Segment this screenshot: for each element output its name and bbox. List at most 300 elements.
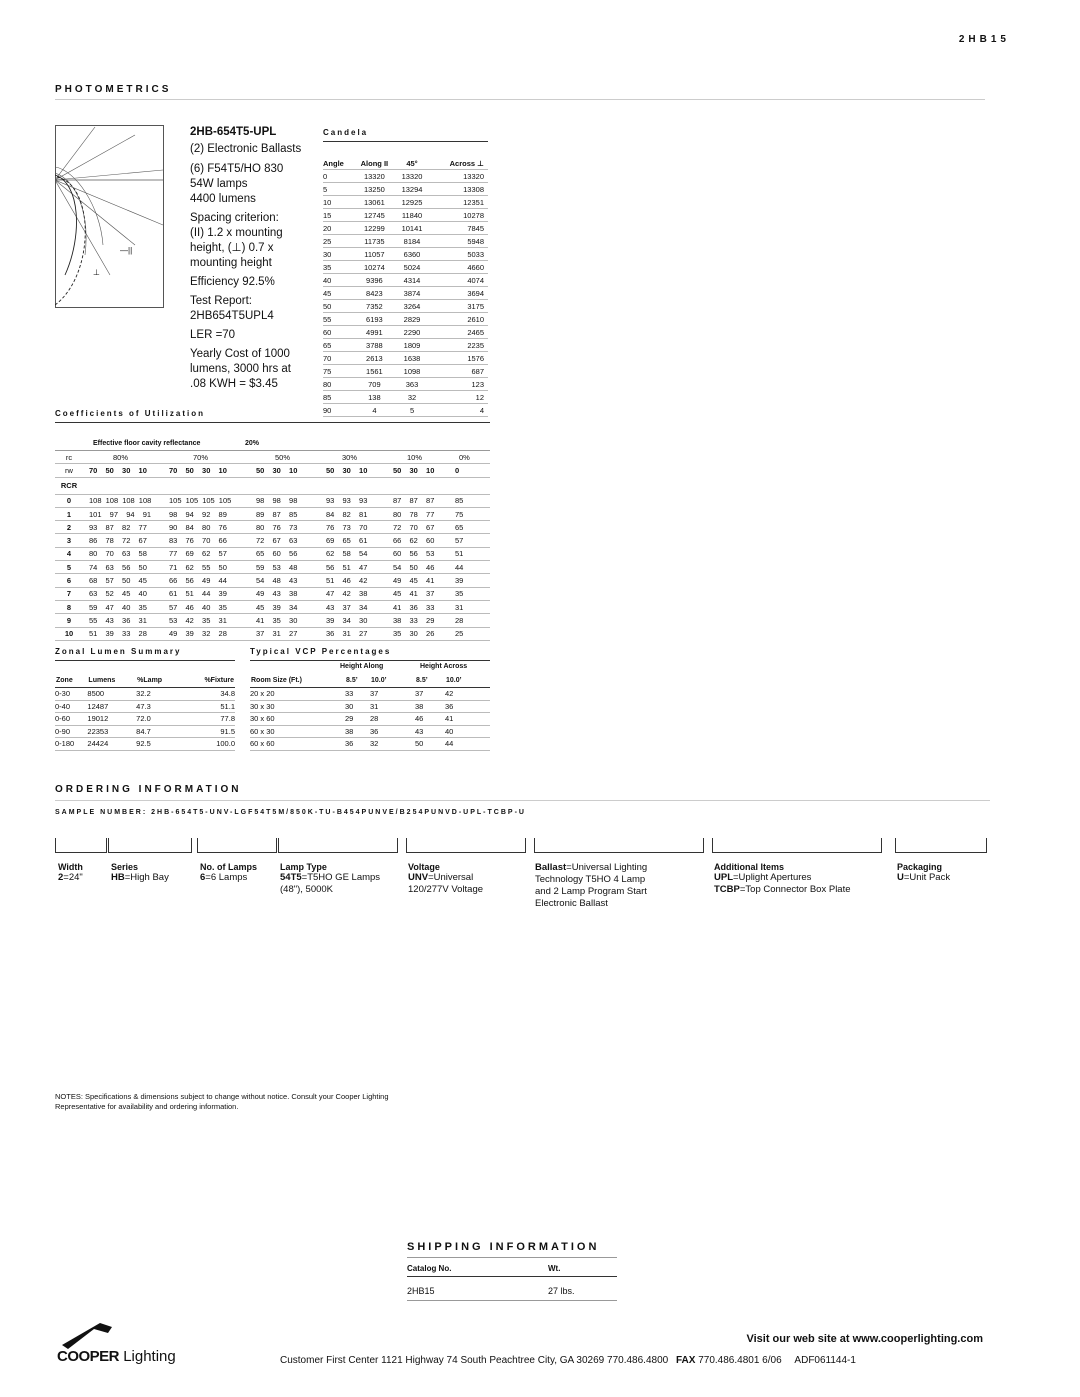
- header-cell: %Fixture: [182, 673, 235, 688]
- cu-row: [55, 614, 490, 627]
- rw-row: [55, 464, 490, 477]
- doc-id: ADF061144-1: [794, 1355, 856, 1366]
- zonal-cell: 0-30: [55, 688, 87, 701]
- logo-bold: COOPER: [57, 1348, 120, 1365]
- zonal-cell: 100.0: [182, 738, 235, 751]
- cu-cell: 54 48 43: [250, 574, 320, 587]
- across-cell: 5033: [428, 248, 488, 261]
- cu-cell: 37 31 27: [250, 627, 320, 640]
- ordering-column: [280, 862, 380, 896]
- across-cell: 2610: [428, 313, 488, 326]
- vcp-cell: 41: [445, 713, 490, 726]
- cu-cell: 28: [449, 614, 490, 627]
- candela-row: [323, 365, 488, 378]
- rcr-cell: 9: [55, 614, 83, 627]
- rcr-header-row: [55, 477, 490, 494]
- zonal-row: [55, 688, 235, 701]
- cu-cell: 41 35 30: [250, 614, 320, 627]
- cu-row: [55, 507, 490, 520]
- ordering-option: [714, 884, 851, 896]
- logo-light: Lighting: [123, 1348, 176, 1365]
- along-label: —||: [120, 246, 133, 255]
- option-code: UNV: [408, 872, 429, 883]
- divider: [55, 99, 985, 100]
- candela-header-row: [323, 157, 488, 170]
- cu-row: [55, 587, 490, 600]
- cu-cell: 59 53 48: [250, 561, 320, 574]
- rc-value: 0%: [449, 451, 490, 464]
- ordering-column-title: Additional Items: [714, 862, 785, 872]
- option-code: 54T5: [280, 872, 302, 883]
- cu-cell: 45 39 34: [250, 600, 320, 613]
- deg45-cell: 363: [396, 378, 428, 391]
- option-text: Technology T5HO 4 Lamp: [535, 874, 646, 885]
- along-cell: 9396: [353, 274, 396, 287]
- zonal-cell: 0-40: [55, 700, 87, 713]
- header-cell: 10.0’: [370, 673, 415, 688]
- along-cell: 13320: [353, 170, 396, 183]
- candela-row: [323, 183, 488, 196]
- photometrics-heading: PHOTOMETRICS: [55, 84, 172, 95]
- bracket: [108, 838, 192, 853]
- cu-cell: 43 37 34: [320, 600, 387, 613]
- option-text: =T5HO GE Lamps: [301, 872, 381, 883]
- option-text: and 2 Lamp Program Start: [535, 886, 647, 897]
- cu-cell: 49 43 38: [250, 587, 320, 600]
- along-cell: 4991: [353, 326, 396, 339]
- vcp-cell: 44: [445, 738, 490, 751]
- cu-cell: 72 70 67: [387, 521, 449, 534]
- bracket: [197, 838, 277, 853]
- deg45-cell: 3264: [396, 300, 428, 313]
- deg45-cell: 12925: [396, 196, 428, 209]
- vcp-cell: 37: [415, 688, 445, 701]
- along-cell: 709: [353, 378, 396, 391]
- cu-cell: 98 98 98: [250, 494, 320, 507]
- spec-line: (2) Electronic Ballasts: [190, 143, 302, 155]
- spec-line: Efficiency 92.5%: [190, 276, 275, 288]
- cu-cell: 49 39 32 28: [163, 627, 250, 640]
- vcp-cell: 36: [370, 725, 415, 738]
- vcp-cell: 60 x 30: [250, 725, 345, 738]
- cu-cell: 86 78 72 67: [83, 534, 163, 547]
- shipping-weight-value: 27 lbs.: [548, 1286, 575, 1296]
- option-text: (48"), 5000K: [280, 884, 334, 895]
- zonal-table: [55, 673, 235, 751]
- candela-row: [323, 404, 488, 417]
- zonal-cell: 91.5: [182, 725, 235, 738]
- candela-row: [323, 209, 488, 222]
- notes-line: NOTES: Specifications & dimensions subject to change without notice. Consult your Cooper Lighting: [55, 1092, 389, 1101]
- ordering-column: [408, 862, 483, 896]
- deg45-cell: 11840: [396, 209, 428, 222]
- spec-line: 54W lamps: [190, 178, 248, 190]
- ordering-heading: ORDERING INFORMATION: [55, 784, 242, 795]
- model-specs: [190, 142, 315, 392]
- deg45-cell: 5024: [396, 261, 428, 274]
- vcp-cell: 29: [345, 713, 370, 726]
- candela-row: [323, 274, 488, 287]
- angle-cell: 35: [323, 261, 353, 274]
- across-cell: 12351: [428, 196, 488, 209]
- rcr-cell: 10: [55, 627, 83, 640]
- option-text: =Uplight Apertures: [733, 872, 812, 883]
- across-cell: 1576: [428, 352, 488, 365]
- spec-line: (II) 1.2 x mounting: [190, 227, 283, 239]
- cu-cell: 25: [449, 627, 490, 640]
- candela-row: [323, 287, 488, 300]
- option-code: HB: [111, 872, 125, 883]
- rc-value: 30%: [320, 451, 387, 464]
- deg45-cell: 4314: [396, 274, 428, 287]
- vcp-row: [250, 688, 490, 701]
- cu-cell: 105 105 105 105: [163, 494, 250, 507]
- zonal-cell: 0-180: [55, 738, 87, 751]
- spec-line: height, (⊥) 0.7 x: [190, 242, 274, 254]
- cu-cell: 51: [449, 547, 490, 560]
- rc-value: 50%: [250, 451, 320, 464]
- along-cell: 12299: [353, 222, 396, 235]
- vcp-group-along: Height Along: [340, 663, 384, 670]
- rw-label: rw: [55, 464, 83, 477]
- rc-label: rc: [55, 451, 83, 464]
- header-cell: Across ⊥: [428, 157, 488, 170]
- cu-cell: 93 93 93: [320, 494, 387, 507]
- cu-cell: 83 76 70 66: [163, 534, 250, 547]
- cu-cell: 75: [449, 507, 490, 520]
- across-cell: 3694: [428, 287, 488, 300]
- cu-cell: 47 42 38: [320, 587, 387, 600]
- angle-cell: 85: [323, 391, 353, 404]
- ordering-option: [200, 872, 257, 884]
- cu-cell: 65: [449, 521, 490, 534]
- option-text: =High Bay: [124, 872, 169, 883]
- along-cell: 11057: [353, 248, 396, 261]
- along-cell: 11735: [353, 235, 396, 248]
- ordering-option: [408, 884, 483, 896]
- across-cell: 5948: [428, 235, 488, 248]
- angle-cell: 55: [323, 313, 353, 326]
- spec-line: (6) F54T5/HO 830: [190, 163, 284, 175]
- candela-row: [323, 378, 488, 391]
- vcp-row: [250, 738, 490, 751]
- angle-cell: 10: [323, 196, 353, 209]
- deg45-cell: 2290: [396, 326, 428, 339]
- spec-line: Test Report:: [190, 295, 252, 307]
- zonal-row: [55, 725, 235, 738]
- cu-subtitle-value: 20%: [245, 440, 260, 447]
- ordering-column-title: Voltage: [408, 862, 440, 872]
- deg45-cell: 13294: [396, 183, 428, 196]
- header-cell: Angle: [323, 157, 353, 170]
- cu-table: [55, 451, 490, 641]
- zonal-row: [55, 738, 235, 751]
- ordering-option: [535, 886, 647, 898]
- cooper-logo-icon: [60, 1323, 116, 1349]
- polar-candela-diagram: [55, 125, 180, 310]
- spec-line: mounting height: [190, 257, 272, 269]
- deg45-cell: 8184: [396, 235, 428, 248]
- header-cell: Lumens: [87, 673, 136, 688]
- cu-cell: 66 62 60: [387, 534, 449, 547]
- cu-cell: 38 33 29: [387, 614, 449, 627]
- cu-cell: 72 67 63: [250, 534, 320, 547]
- vcp-cell: 30: [345, 700, 370, 713]
- rc-value: 10%: [387, 451, 449, 464]
- spec-line: lumens, 3000 hrs at: [190, 363, 292, 375]
- ordering-option: [280, 884, 380, 896]
- angle-cell: 20: [323, 222, 353, 235]
- vcp-cell: 46: [415, 713, 445, 726]
- option-text: =Top Connector Box Plate: [739, 884, 851, 895]
- candela-row: [323, 391, 488, 404]
- vcp-title: Typical VCP Percentages: [250, 647, 392, 656]
- across-cell: 4: [428, 404, 488, 417]
- rc-value: 70%: [163, 451, 250, 464]
- ordering-option: [58, 872, 83, 884]
- ordering-option: [535, 874, 647, 886]
- candela-table: [323, 157, 488, 417]
- divider: [55, 800, 990, 801]
- cu-cell: 63 52 45 40: [83, 587, 163, 600]
- rw-value: 70 50 30 10: [83, 464, 163, 477]
- vcp-row: [250, 725, 490, 738]
- option-text: 120/277V Voltage: [408, 884, 484, 895]
- cu-cell: 31: [449, 600, 490, 613]
- zonal-cell: 24424: [87, 738, 136, 751]
- option-text: =6 Lamps: [205, 872, 248, 883]
- along-cell: 10274: [353, 261, 396, 274]
- spec-line: LER =70: [190, 329, 236, 341]
- cu-cell: 44: [449, 561, 490, 574]
- zonal-cell: 19012: [87, 713, 136, 726]
- candela-row: [323, 326, 488, 339]
- cu-cell: 39 34 30: [320, 614, 387, 627]
- sample-number: [55, 809, 526, 816]
- spec-line: 4400 lumens: [190, 193, 256, 205]
- candela-row: [323, 261, 488, 274]
- zonal-cell: 51.1: [182, 700, 235, 713]
- website[interactable]: Visit our web site at www.cooperlighting.com: [746, 1333, 983, 1345]
- vcp-cell: 20 x 20: [250, 688, 345, 701]
- candela-row: [323, 339, 488, 352]
- cu-cell: 80 70 63 58: [83, 547, 163, 560]
- zonal-cell: 8500: [87, 688, 136, 701]
- cu-row: [55, 561, 490, 574]
- candela-row: [323, 352, 488, 365]
- cu-cell: 61 51 44 39: [163, 587, 250, 600]
- notes: [55, 1092, 389, 1112]
- cu-cell: 80 78 77: [387, 507, 449, 520]
- rc-value: 80%: [83, 451, 163, 464]
- vcp-row: [250, 700, 490, 713]
- across-cell: 3175: [428, 300, 488, 313]
- vcp-cell: 42: [445, 688, 490, 701]
- deg45-cell: 6360: [396, 248, 428, 261]
- zonal-cell: 34.8: [182, 688, 235, 701]
- angle-cell: 45: [323, 287, 353, 300]
- candela-title: Candela: [323, 128, 369, 137]
- angle-cell: 0: [323, 170, 353, 183]
- cu-cell: 68 57 50 45: [83, 574, 163, 587]
- cu-cell: 74 63 56 50: [83, 561, 163, 574]
- rw-value: 70 50 30 10: [163, 464, 250, 477]
- cu-cell: 57 46 40 35: [163, 600, 250, 613]
- vcp-cell: 50: [415, 738, 445, 751]
- rw-value: 0: [449, 464, 490, 477]
- ordering-column: [111, 862, 169, 884]
- ordering-column-title: Series: [111, 862, 139, 872]
- across-cell: 12: [428, 391, 488, 404]
- across-cell: 2235: [428, 339, 488, 352]
- vcp-cell: 40: [445, 725, 490, 738]
- cu-cell: 59 47 40 35: [83, 600, 163, 613]
- cu-cell: 98 94 92 89: [163, 507, 250, 520]
- cu-cell: 49 45 41: [387, 574, 449, 587]
- cu-cell: 69 65 61: [320, 534, 387, 547]
- ordering-option: [714, 872, 851, 884]
- along-cell: 1561: [353, 365, 396, 378]
- across-cell: 13320: [428, 170, 488, 183]
- candela-row: [323, 196, 488, 209]
- across-cell: 7845: [428, 222, 488, 235]
- cu-row: [55, 534, 490, 547]
- option-code: 6: [200, 872, 206, 883]
- spec-line: 2HB654T5UPL4: [190, 310, 274, 322]
- cooper-logo: [57, 1348, 176, 1365]
- option-text: =Universal: [428, 872, 474, 883]
- along-cell: 13250: [353, 183, 396, 196]
- bracket: [712, 838, 882, 853]
- vcp-group-across: Height Across: [420, 663, 468, 670]
- bracket: [55, 838, 107, 853]
- candela-row: [323, 313, 488, 326]
- along-cell: 3788: [353, 339, 396, 352]
- shipping-heading: SHIPPING INFORMATION: [407, 1241, 600, 1253]
- zonal-cell: 92.5: [136, 738, 181, 751]
- cu-cell: 36 31 27: [320, 627, 387, 640]
- ordering-option: [111, 872, 169, 884]
- option-code: 2: [58, 872, 64, 883]
- shipping-header-weight: Wt.: [548, 1264, 561, 1273]
- cu-cell: 108 108 108 108: [83, 494, 163, 507]
- cu-row: [55, 627, 490, 640]
- header-cell: 8.5’: [345, 673, 370, 688]
- cu-cell: 80 76 73: [250, 521, 320, 534]
- along-cell: 4: [353, 404, 396, 417]
- model-number: 2HB-654T5-UPL: [190, 126, 277, 138]
- cu-cell: 39: [449, 574, 490, 587]
- angle-cell: 75: [323, 365, 353, 378]
- vcp-cell: 33: [345, 688, 370, 701]
- zonal-cell: 0-90: [55, 725, 87, 738]
- header-cell: Zone: [55, 673, 87, 688]
- candela-row: [323, 248, 488, 261]
- ordering-option: [897, 872, 950, 884]
- cu-cell: 65 60 56: [250, 547, 320, 560]
- ordering-column-title: Width: [58, 862, 83, 872]
- along-cell: 8423: [353, 287, 396, 300]
- cu-cell: 93 87 82 77: [83, 521, 163, 534]
- vcp-cell: 31: [370, 700, 415, 713]
- cu-cell: 57: [449, 534, 490, 547]
- angle-cell: 50: [323, 300, 353, 313]
- candela-row: [323, 300, 488, 313]
- cu-cell: 90 84 80 76: [163, 521, 250, 534]
- shipping-header-catalog: Catalog No.: [407, 1264, 452, 1273]
- angle-cell: 25: [323, 235, 353, 248]
- cu-cell: 62 58 54: [320, 547, 387, 560]
- rcr-cell: 3: [55, 534, 83, 547]
- candela-row: [323, 235, 488, 248]
- along-cell: 138: [353, 391, 396, 404]
- vcp-cell: 30 x 60: [250, 713, 345, 726]
- vcp-cell: 36: [345, 738, 370, 751]
- header-cell: %Lamp: [136, 673, 181, 688]
- cu-cell: 60 56 53: [387, 547, 449, 560]
- cu-cell: 76 73 70: [320, 521, 387, 534]
- across-cell: 10278: [428, 209, 488, 222]
- along-cell: 7352: [353, 300, 396, 313]
- cu-cell: 51 46 42: [320, 574, 387, 587]
- vcp-cell: 60 x 60: [250, 738, 345, 751]
- cu-cell: 35: [449, 587, 490, 600]
- cu-cell: 84 82 81: [320, 507, 387, 520]
- rcr-cell: 6: [55, 574, 83, 587]
- angle-cell: 80: [323, 378, 353, 391]
- angle-cell: 15: [323, 209, 353, 222]
- vcp-cell: 37: [370, 688, 415, 701]
- candela-row: [323, 170, 488, 183]
- ordering-option: [280, 872, 380, 884]
- header-cell: 45°: [396, 157, 428, 170]
- spec-line: Yearly Cost of 1000: [190, 348, 290, 360]
- cu-subtitle: Effective floor cavity reflectance: [93, 440, 201, 447]
- cu-row: [55, 494, 490, 507]
- vcp-header-row: [250, 673, 490, 688]
- cu-cell: 71 62 55 50: [163, 561, 250, 574]
- rw-value: 50 30 10: [387, 464, 449, 477]
- candela-row: [323, 222, 488, 235]
- zonal-header-row: [55, 673, 235, 688]
- zonal-row: [55, 713, 235, 726]
- zonal-row: [55, 700, 235, 713]
- angle-cell: 70: [323, 352, 353, 365]
- footer-address-line: [280, 1355, 856, 1366]
- rc-row: [55, 451, 490, 464]
- bracket: [406, 838, 526, 853]
- cu-row: [55, 574, 490, 587]
- zonal-cell: 77.8: [182, 713, 235, 726]
- deg45-cell: 1638: [396, 352, 428, 365]
- vcp-table: [250, 673, 490, 751]
- divider: [407, 1300, 617, 1301]
- zonal-cell: 0-60: [55, 713, 87, 726]
- sample-label: SAMPLE NUMBER:: [55, 809, 148, 816]
- ordering-column-title: Lamp Type: [280, 862, 327, 872]
- along-cell: 2613: [353, 352, 396, 365]
- angle-cell: 65: [323, 339, 353, 352]
- header-cell: Room Size (Ft.): [250, 673, 345, 688]
- notes-line: Representative for availability and ordering information.: [55, 1102, 239, 1111]
- across-cell: 13308: [428, 183, 488, 196]
- cu-cell: 54 50 46: [387, 561, 449, 574]
- vcp-cell: 30 x 30: [250, 700, 345, 713]
- header-cell: Along II: [353, 157, 396, 170]
- shipping-catalog-value: 2HB15: [407, 1286, 435, 1296]
- rcr-cell: 2: [55, 521, 83, 534]
- fax: 770.486.4801 6/06: [698, 1355, 782, 1366]
